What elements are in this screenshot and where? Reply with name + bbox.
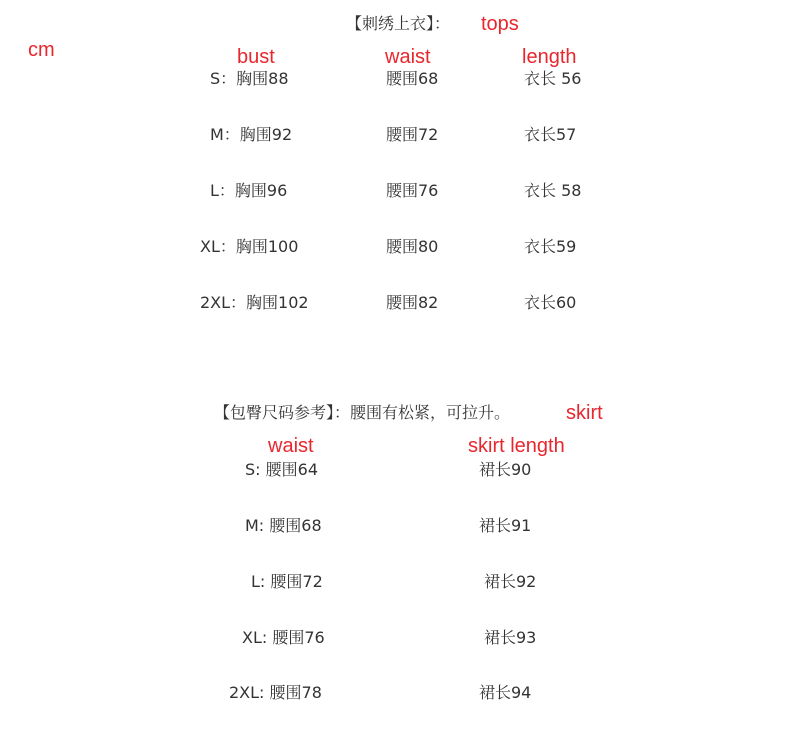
skirt-length: 裙长92 (484, 572, 537, 591)
skirt-size-waist: M: 腰围68 (245, 516, 322, 535)
bust-annotation: bust (237, 46, 275, 68)
tops-waist: 腰围76 (386, 181, 439, 200)
tops-size-bust: M：胸围92 (210, 125, 293, 144)
tops-title: 【刺绣上衣】： (346, 14, 451, 33)
skirt-length: 裙长93 (484, 628, 537, 647)
skirt-length: 裙长91 (479, 516, 532, 535)
skirt-size-waist: XL: 腰围76 (242, 628, 325, 647)
tops-size-bust: 2XL：胸围102 (200, 293, 309, 312)
skirt-annotation: skirt (566, 402, 603, 424)
tops-size-bust: S：胸围88 (210, 69, 289, 88)
tops-length: 衣长60 (524, 293, 577, 312)
skirt-size-waist: L: 腰围72 (251, 572, 323, 591)
tops-length: 衣长 58 (524, 181, 582, 200)
tops-waist: 腰围72 (386, 125, 439, 144)
skirt-size-waist: 2XL: 腰围78 (229, 683, 322, 702)
skirt-title: 【包臀尺码参考】：腰围有松紧，可拉升。 (214, 403, 511, 422)
skirt-length-annotation: skirt length (468, 435, 565, 457)
tops-length: 衣长 56 (524, 69, 582, 88)
tops-waist: 腰围68 (386, 69, 439, 88)
skirt-length: 裙长94 (479, 683, 532, 702)
waist-annotation: waist (385, 46, 431, 68)
tops-length: 衣长57 (524, 125, 577, 144)
tops-waist: 腰围80 (386, 237, 439, 256)
tops-annotation: tops (481, 13, 519, 35)
skirt-length: 裙长90 (479, 460, 532, 479)
tops-size-bust: L：胸围96 (210, 181, 288, 200)
tops-waist: 腰围82 (386, 293, 439, 312)
skirt-waist-annotation: waist (268, 435, 314, 457)
tops-size-bust: XL：胸围100 (200, 237, 299, 256)
unit-label: cm (28, 39, 55, 61)
length-annotation: length (522, 46, 577, 68)
tops-length: 衣长59 (524, 237, 577, 256)
skirt-size-waist: S: 腰围64 (245, 460, 318, 479)
